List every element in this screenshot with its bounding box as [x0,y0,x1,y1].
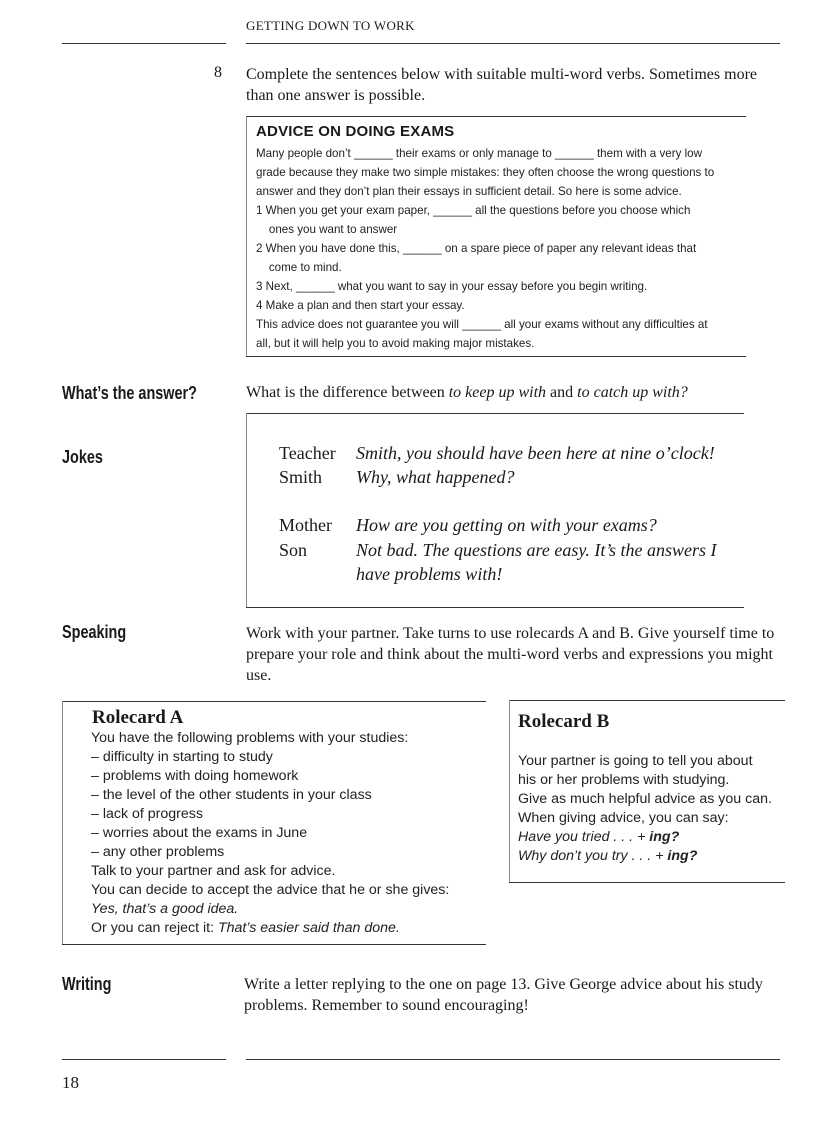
advice-box-bottom [246,356,746,357]
difference-question [246,384,688,402]
rolecard-a-reject-line [91,919,400,938]
joke-line: Why, what happened? [356,467,515,487]
rolecard-a-title: Rolecard A [92,707,184,728]
joke-speaker: Son [279,540,308,560]
advice-line: come to mind. [256,261,342,274]
advice-body [256,145,746,355]
rolecard-b-suggestion-2 [518,847,697,866]
footer-rule-right [246,1059,780,1060]
rolecard-a-top [62,701,486,702]
advice-line: 3 Next, ______ what you want to say in your essay before you begin writing. [256,280,648,293]
advice-box-left [246,116,247,356]
question-term-2: to catch up with? [577,384,688,401]
question-term-1: to keep up with [448,384,547,401]
rolecard-a-item: – difficulty in starting to study [91,749,273,765]
advice-line: answer and they don’t plan their essays in sufficient detail. So here is some advice. [256,185,682,198]
header-rule-left [62,43,226,44]
jokes-box-top [246,413,744,414]
advice-line: Many people don’t ______ their exams or only manage to ______ them with a very low [256,147,702,160]
question-prefix: What is the difference between [246,384,449,401]
reject-prefix: Or you can reject it: [91,920,218,936]
joke-line: Not bad. The questions are easy. It’s the answers I [356,540,717,560]
advice-box-top [246,116,746,117]
joke-line: have problems with! [356,564,503,584]
advice-line: 2 When you have done this, ______ on a spare piece of paper any relevant ideas that [256,242,697,255]
suggestion-1-ing: ing? [649,829,680,845]
speaking-instruction: Work with your partner. Take turns to use rolecards A and B. Give yourself time to prepare your role and think about the multi-word verbs and expressions you might use. [246,625,775,684]
rolecard-b-line: When giving advice, you can say: [518,810,729,826]
suggestion-2-ing: ing? [667,848,698,864]
footer-rule-left [62,1059,226,1060]
rolecard-a-item: – any other problems [91,844,225,860]
running-header: GETTING DOWN TO WORK [246,18,415,33]
rolecard-a-item: – lack of progress [91,806,203,822]
rolecard-a-left [62,701,63,944]
rolecard-a-item: – problems with doing homework [91,768,299,784]
jokes-box-bottom [246,607,744,608]
rolecard-b-title: Rolecard B [518,711,610,732]
exercise-instruction: Complete the sentences below with suitable multi-word verbs. Sometimes more than one answer is possible. [246,66,758,104]
reject-phrase: That’s easier said than done. [217,920,400,936]
page-number: 18 [62,1073,79,1092]
joke-line: How are you getting on with your exams? [356,515,657,535]
section-label-jokes: Jokes [62,446,103,467]
rolecard-b-left [509,700,510,882]
rolecard-a-line: Talk to your partner and ask for advice. [91,863,336,879]
advice-line: ones you want to answer [256,223,398,236]
rolecard-b-bottom [509,882,785,883]
header-rule-right [246,43,780,44]
rolecard-a-item: – worries about the exams in June [91,825,308,841]
advice-title: ADVICE ON DOING EXAMS [256,123,455,140]
advice-line: 4 Make a plan and then start your essay. [256,299,465,312]
advice-line: all, but it will help you to avoid making major mistakes. [256,337,535,350]
joke-speaker: Mother [279,515,332,535]
rolecard-a-item: – the level of the other students in your class [91,787,372,803]
rolecard-b-line: his or her problems with studying. [518,772,730,788]
rolecard-b-top [509,700,785,701]
question-middle: and [546,384,578,401]
rolecard-b-line: Your partner is going to tell you about [518,753,753,769]
rolecard-a-intro: You have the following problems with your studies: [91,730,409,746]
writing-instruction: Write a letter replying to the one on page 13. Give George advice about his study problems. Remember to sound encouraging! [244,976,763,1014]
joke-speaker: Teacher [279,443,336,463]
joke-speaker: Smith [279,467,323,487]
rolecard-a-body [91,729,486,941]
exercise-number: 8 [214,64,222,81]
rolecard-a-line: You can decide to accept the advice that he or she gives: [91,882,450,898]
rolecard-b-suggestion-1 [518,828,679,847]
advice-line: This advice does not guarantee you will ______ all your exams without any difficulties at [256,318,708,331]
section-label-whats-the-answer: What’s the answer? [62,382,197,403]
suggestion-2-text: Why don’t you try . . . + [518,848,668,864]
rolecard-a-bottom [62,944,486,945]
advice-line: 1 When you get your exam paper, ______ all the questions before you choose which [256,204,691,217]
rolecard-b-line: Give as much helpful advice as you can. [518,791,772,807]
joke-line: Smith, you should have been here at nine o’clock! [356,443,715,463]
jokes-box-left [246,413,247,607]
rolecard-b-body [518,752,784,872]
suggestion-1-text: Have you tried . . . + [518,829,650,845]
rolecard-a-accept-phrase: Yes, that’s a good idea. [91,901,239,917]
section-label-speaking: Speaking [62,621,127,642]
section-label-writing: Writing [62,973,112,994]
advice-line: grade because they make two simple mistakes: they often choose the wrong questions to [256,166,715,179]
